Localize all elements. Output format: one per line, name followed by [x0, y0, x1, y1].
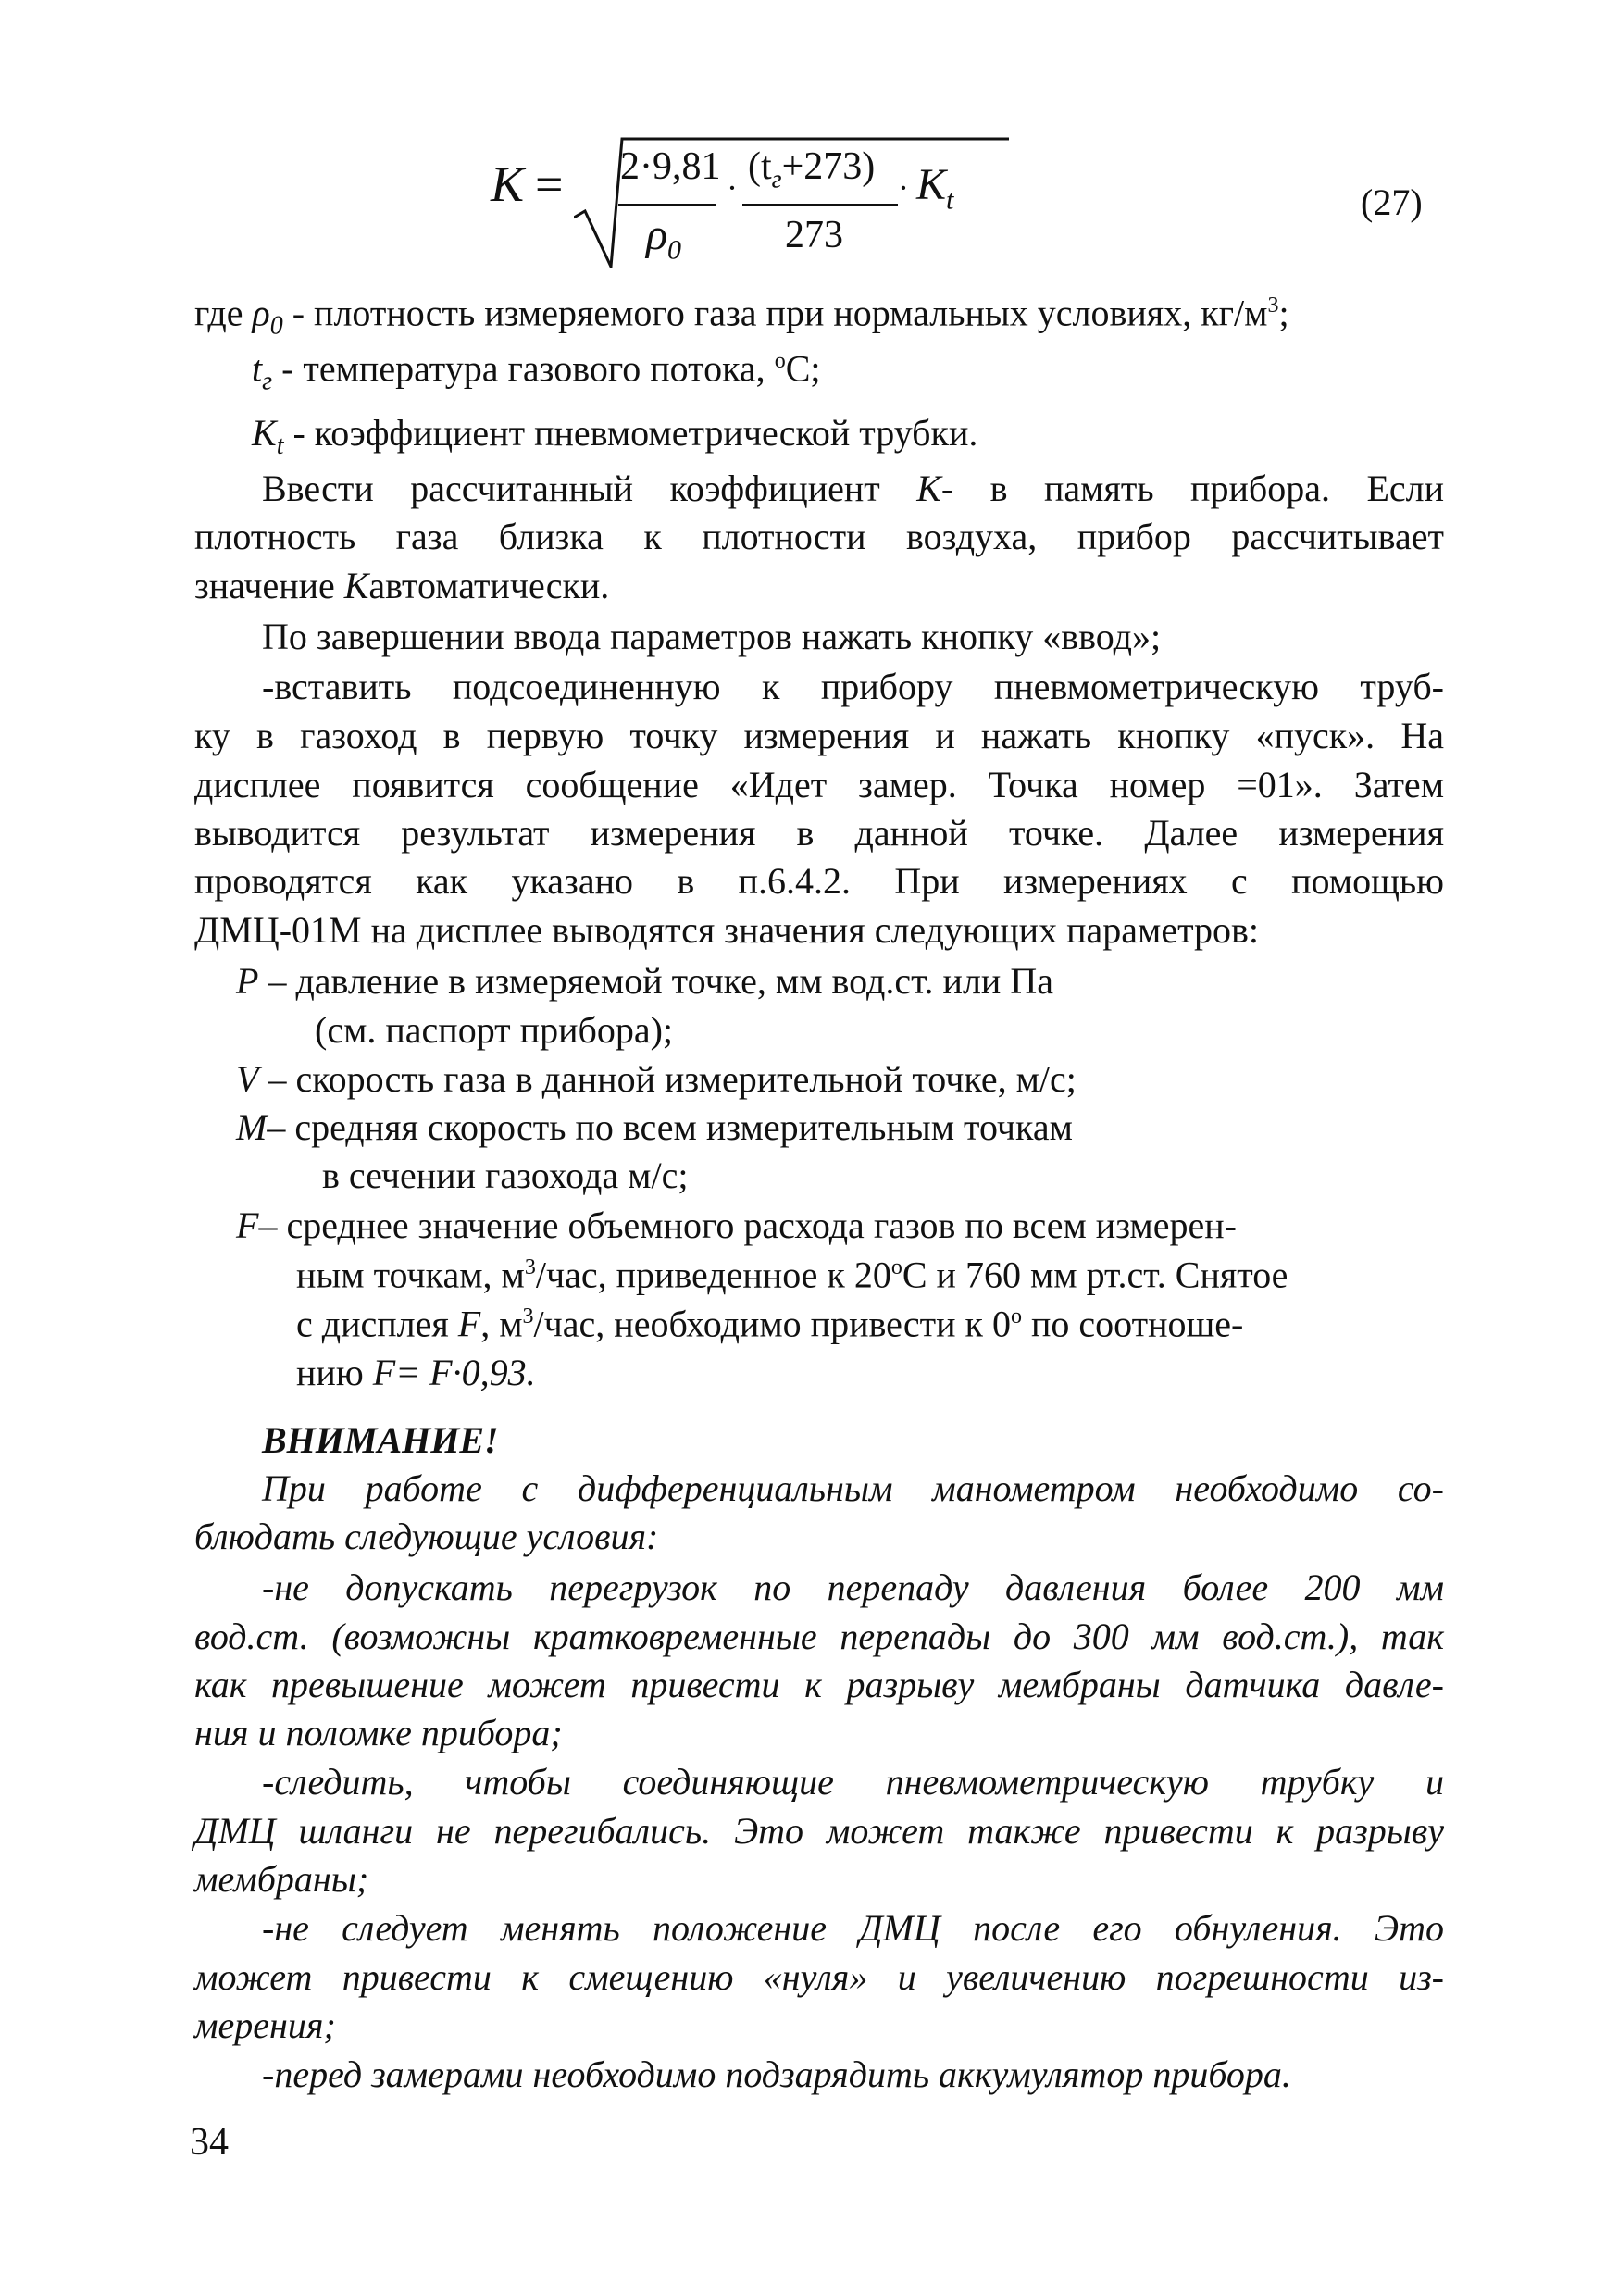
warning-item-3-line-3: мерения;	[194, 2004, 336, 2046]
param-m-line-2: в сечении газохода м/с;	[322, 1154, 689, 1196]
warning-item-1-line-1: -не допускать перегрузок по перепаду давления более 200 мм	[262, 1566, 1444, 1608]
param-m-line-1: М– средняя скорость по всем измерительным точкам	[236, 1106, 1073, 1148]
formula-dot-1: ·	[727, 169, 738, 206]
equation-number: (27)	[1361, 181, 1423, 223]
formula-equals: =	[535, 156, 564, 212]
formula-denominator-1: $\rho_0$	[646, 210, 682, 266]
paragraph-3-line-6: ДМЦ-01М на дисплее выводятся значения следующих параметров:	[194, 909, 1260, 951]
param-p-line-2: (см. паспорт прибора);	[315, 1009, 674, 1051]
page-number: 34	[190, 2121, 229, 2164]
formula-lhs: K	[491, 156, 525, 212]
paragraph-2: По завершении ввода параметров нажать кнопку «ввод»;	[262, 616, 1162, 657]
warning-item-3-line-1: -не следует менять положение ДМЦ после его обнуления. Это	[262, 1907, 1444, 1949]
param-p-line-1: Р – давление в измеряемой точке, мм вод.ст. или Па	[236, 960, 1053, 1002]
definition-kt: $K_t$ - коэффициент пневмометрической трубки.	[252, 412, 978, 460]
fraction-bar-2	[742, 204, 898, 206]
paragraph-1-line-2: плотность газа близка к плотности воздуха, прибор рассчитывает	[194, 516, 1444, 557]
warning-item-2-line-2: ДМЦ шланги не перегибались. Это может также привести к разрыву	[194, 1810, 1444, 1852]
formula-dot-2: ·	[898, 169, 909, 206]
warning-intro-line-1: При работе с дифференциальным манометром необходимо со-	[262, 1467, 1444, 1509]
paragraph-3-line-3: дисплее появится сообщение «Идет замер. Точка номер =01». Затем	[194, 764, 1444, 805]
formula-27	[491, 111, 1009, 278]
param-f-line-4: нию F= F·0,93.	[296, 1352, 536, 1393]
warning-item-2-line-1: -следить, чтобы соединяющие пневмометрическую трубку и	[262, 1761, 1444, 1803]
paragraph-3-line-2: ку в газоход в первую точку измерения и нажать кнопку «пуск». На	[194, 715, 1444, 756]
paragraph-3-line-5: проводятся как указано в п.6.4.2. При измерениях с помощью	[194, 860, 1444, 902]
paragraph-1-line-3: значение Кавтоматически.	[194, 565, 610, 606]
paragraph-3-line-1: -вставить подсоединенную к прибору пневмометрическую труб-	[262, 666, 1444, 707]
fraction-bar-1	[618, 204, 716, 206]
param-f-line-2: ным точкам, $м^3$/час, приведенное к $20^оС$ и 760 мм рт.ст. Снятое	[296, 1254, 1288, 1296]
param-f-line-3: с дисплея F, $м^3$/час, необходимо привести к $0^о$ по соотноше-	[296, 1303, 1244, 1345]
paragraph-1-line-1: Ввести рассчитанный коэффициент К- в память прибора. Если	[262, 468, 1444, 509]
warning-item-4-line-1: -перед замерами необходимо подзарядить аккумулятор прибора.	[262, 2053, 1291, 2095]
formula-denominator-2: 273	[785, 214, 843, 256]
param-f-line-1: F– среднее значение объемного расхода газов по всем измерен-	[236, 1204, 1237, 1246]
warning-item-3-line-2: может привести к смещению «нуля» и увеличению погрешности из-	[194, 1956, 1444, 1998]
warning-item-1-line-3: как превышение может привести к разрыву мембраны датчика давле-	[194, 1664, 1444, 1705]
param-v-line-1: V – скорость газа в данной измерительной точке, м/с;	[236, 1058, 1077, 1100]
warning-item-1-line-4: ния и поломке прибора;	[194, 1712, 563, 1753]
warning-intro-line-2: блюдать следующие условия:	[194, 1516, 659, 1557]
warning-item-1-line-2: вод.ст. (возможны кратковременные перепады до 300 мм вод.ст.), так	[194, 1616, 1444, 1657]
definition-t: $t_г$ - температура газового потока, $^о$С;	[252, 347, 821, 396]
definition-rho: где $\rho_0$ - плотность измеряемого газа при нормальных условиях, $кг/м^3$;	[194, 292, 1289, 341]
formula-numerator-1: 2·9,81	[620, 145, 721, 188]
warning-item-2-line-3: мембраны;	[194, 1858, 369, 1900]
warning-heading: ВНИМАНИЕ!	[262, 1419, 499, 1461]
paragraph-3-line-4: выводится результат измерения в данной точке. Далее измерения	[194, 812, 1444, 854]
formula-numerator-2: $(t_г+273)$	[748, 145, 876, 194]
formula-kt: $K_t$	[916, 160, 954, 216]
